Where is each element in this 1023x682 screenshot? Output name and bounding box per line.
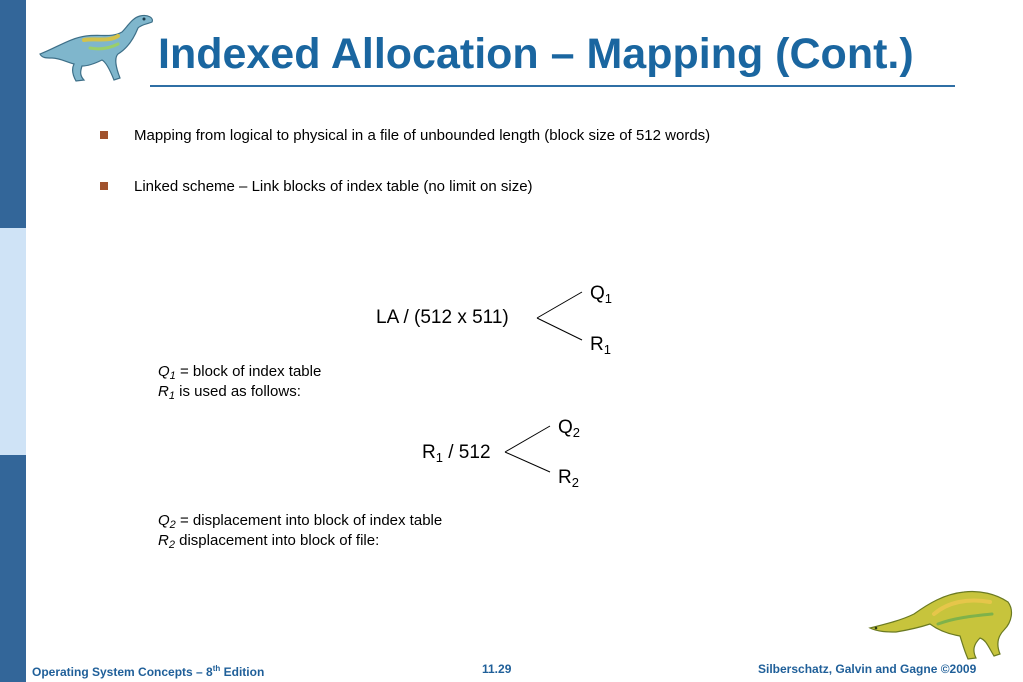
footer-page-number: 11.29 (482, 662, 512, 676)
note-subscript: 2 (168, 539, 175, 551)
diagram2-expression (422, 442, 491, 464)
diagram1-remainder (590, 334, 611, 356)
sidebar-light-segment (0, 228, 26, 455)
note-text: displacement into block of file: (174, 532, 380, 549)
sidebar-dark-segment (0, 455, 26, 682)
quotient-symbol: Q (558, 417, 573, 438)
expression-symbol: R (422, 442, 436, 463)
note-symbol: Q (158, 363, 170, 380)
note-line (158, 512, 442, 530)
footer-title-text: Operating System Concepts – 8 (32, 665, 213, 679)
footer-edition-superscript: th (212, 664, 221, 673)
note-text: = block of index table (175, 363, 322, 380)
bullet-item (100, 178, 533, 196)
remainder-symbol: R (590, 334, 604, 355)
note-subscript: 1 (169, 370, 176, 382)
note-subscript: 2 (169, 519, 176, 531)
note-symbol: R (158, 383, 169, 400)
note-text: is used as follows: (174, 383, 301, 400)
bullet-text: Mapping from logical to physical in a file of unbounded length (block size of 512 words) (134, 127, 711, 144)
footer-book-title (32, 662, 264, 679)
diagram1-expression: LA / (512 x 511) (376, 307, 509, 328)
page-title: Indexed Allocation – Mapping (Cont.) (158, 30, 914, 78)
quotient-symbol: Q (590, 283, 605, 304)
bullet-item (100, 127, 710, 145)
dinosaur-logo-icon (36, 8, 158, 84)
remainder-symbol: R (558, 467, 572, 488)
footer-copyright: Silberschatz, Galvin and Gagne ©2009 (758, 662, 977, 676)
dinosaur-logo-icon (868, 584, 1016, 662)
note-line (158, 532, 379, 550)
square-bullet-icon (100, 131, 108, 139)
note-line (158, 363, 321, 381)
diagram2-quotient (558, 417, 580, 439)
note-text: = displacement into block of index table (175, 512, 443, 529)
footer-edition-text: Edition (220, 665, 265, 679)
diagram1-quotient (590, 283, 612, 305)
note-symbol: R (158, 532, 169, 549)
expression-subscript: 1 (435, 450, 443, 465)
quotient-subscript: 1 (604, 291, 613, 306)
bullet-text: Linked scheme – Link blocks of index table (no limit on size) (134, 178, 533, 195)
quotient-subscript: 2 (572, 425, 581, 440)
note-subscript: 1 (168, 390, 175, 402)
expression-divisor: / 512 (442, 442, 491, 463)
square-bullet-icon (100, 182, 108, 190)
title-underline (150, 85, 955, 87)
diagram2-remainder (558, 467, 579, 489)
remainder-subscript: 1 (603, 342, 611, 357)
sidebar-dark-segment (0, 0, 26, 228)
remainder-subscript: 2 (571, 475, 579, 490)
note-line (158, 383, 301, 401)
left-sidebar-bar (0, 0, 26, 682)
note-symbol: Q (158, 512, 170, 529)
